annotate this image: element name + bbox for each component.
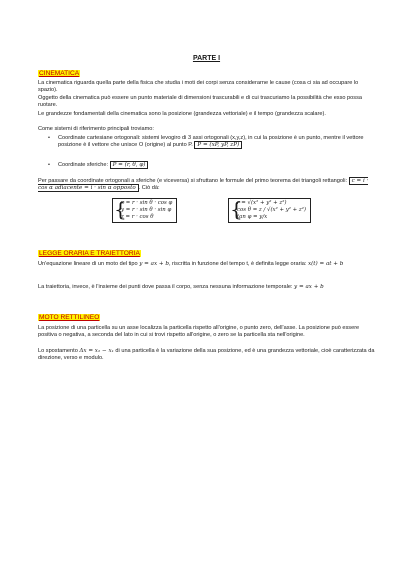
formula: y = ax + b	[139, 261, 169, 267]
paragraph: Oggetto della cinematica può essere un punto materiale di dimensioni trascurabili e di cui trascuriamo la possibilità che esso possa ruotare.	[38, 95, 362, 109]
equation: z = r · cos θ	[121, 214, 154, 220]
section-heading-cinematica: CINEMATICA	[39, 70, 80, 77]
formula: P = (xP, yP, zP)	[194, 141, 242, 149]
formula: x(t) = at + b	[307, 261, 344, 267]
list-item-text: Coordinate sferiche:	[58, 162, 109, 168]
section-heading-legge-oraria: LEGGE ORARIA E TRAIETTORIA	[39, 250, 140, 257]
formula: y = ax + b	[294, 284, 324, 290]
paragraph	[38, 178, 378, 192]
equation-system-spherical-to-cartesian	[112, 198, 177, 223]
paragraph-text: Per passare da coordinate ortogonali a sferiche (e viceversa) si sfruttano le formule del primo teorema dei triangoli rettangoli:	[38, 178, 348, 184]
equation: cos θ = z / √(x² + y² + z²)	[237, 207, 306, 213]
section-heading-moto-rettilineo: MOTO RETTILINEO	[39, 314, 100, 321]
equation: tan φ = y/x	[237, 214, 268, 220]
paragraph: La posizione di una particella su un asse localizza la particella rispetto all'origine, o punto zero, dell'asse. La posizione può essere positiva o negativa, a seconda del lato in cui si trovi rispetto all'origine, o zero se la particella sta nell'origine.	[38, 325, 360, 339]
paragraph-text: Un'equazione lineare di un moto del tipo	[38, 261, 138, 267]
paragraph-text: Lo spostamento	[38, 348, 78, 354]
equation-system-cartesian-to-spherical	[228, 198, 311, 223]
paragraph	[38, 261, 378, 268]
list-item-text: Coordinate cartesiane ortogonali: sistemi levogiro di 3 assi ortogonali (x,y,z), in cui la posizione è un punto, mentre il vettore posizione è il vettore che unisce O (origine) al punto P.	[58, 135, 364, 149]
paragraph: La cinematica riguarda quella parte della fisica che studia i moti dei corpi senza considerarne le cause (cosa ci sia ad occupare lo spazio).	[38, 80, 359, 94]
equation: y = r · sin θ · sin φ	[121, 207, 172, 213]
formula: c = i · cos α adiacente = i · sin α opposto	[38, 178, 369, 192]
paragraph: Come sistemi di riferimento principali troviamo:	[38, 126, 154, 132]
equation: { x = r · sin θ · cos φ	[121, 200, 173, 206]
paragraph	[38, 348, 378, 362]
formula: P = (r, θ, φ)	[110, 161, 149, 169]
paragraph-text: . Ciò dà:	[138, 185, 160, 192]
paragraph: Le grandezze fondamentali della cinematica sono la posizione (grandezza vettoriale) e il tempo (grandezza scalare).	[38, 111, 326, 117]
page-title: PARTE I	[192, 55, 221, 62]
list-item	[58, 135, 378, 149]
paragraph-text: di una particella è la variazione della sua posizione, ed è una grandezza vettoriale, cioè caratterizzata da direzione, verso e modulo.	[38, 348, 375, 362]
equation: { r = √(x² + y² + z²)	[237, 200, 287, 206]
formula: Δx = x₂ − x₁	[79, 348, 114, 354]
paragraph-text: , riscritta in funzione del tempo t, è definita legge oraria:	[168, 261, 307, 267]
paragraph-text: La traiettoria, invece, è l'insieme dei punti dove passa il corpo, senza nessuna informazione temporale:	[38, 284, 293, 290]
list-item	[58, 162, 378, 169]
paragraph	[38, 284, 378, 291]
